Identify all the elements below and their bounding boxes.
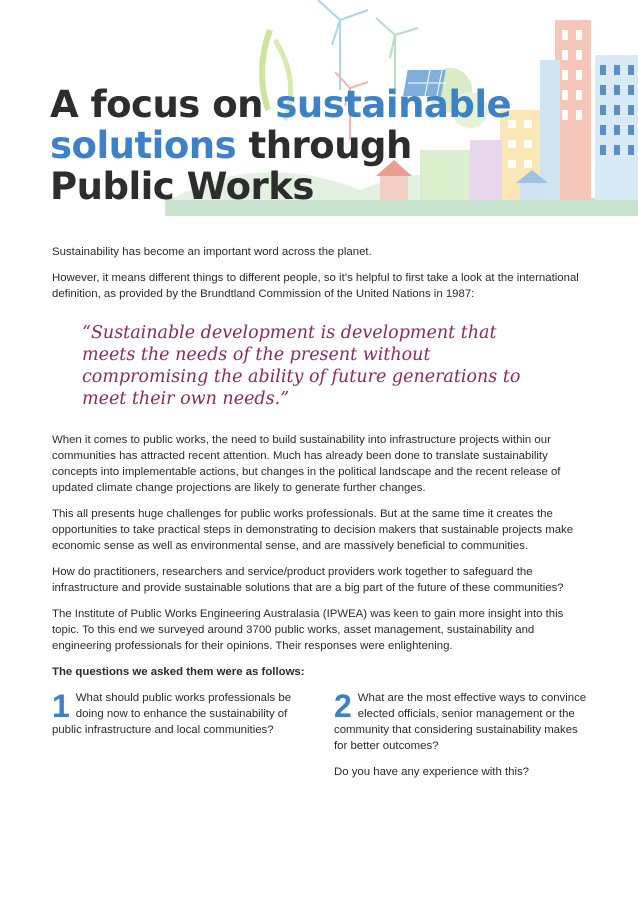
questions-list — [52, 690, 592, 790]
title-highlight-2: solutions — [50, 124, 237, 167]
title-text-3: Public Works — [50, 165, 314, 208]
question-followup: Do you have any experience with this? — [334, 766, 530, 778]
question-number: 1 — [52, 688, 70, 724]
brundtland-quote: “Sustainable development is development that meets the needs of the present without compromising the ability of future generations to meet their own needs.” — [82, 323, 521, 409]
body-paragraph-3: How do practitioners, researchers and service/product providers work together to safeguard the infrastructure and provide sustainable solutions that are a big part of the future of these communities? — [52, 566, 564, 594]
definition-paragraph: However, it means different things to different people, so it’s helpful to first take a look at the international definition, as provided by the Brundtland Commission of the United Nations in 1987: — [52, 272, 579, 300]
question-1 — [52, 690, 310, 790]
title-text-2: through — [236, 124, 412, 167]
article-body — [52, 244, 592, 790]
page-title — [50, 84, 511, 207]
title-text-1: A focus on — [50, 83, 276, 126]
body-paragraph-4: The Institute of Public Works Engineering Australasia (IPWEA) was keen to gain more insight into this topic. To this end we surveyed around 3700 public works, asset management, sustainability and engineering professionals for their opinions. Their responses were enlightening. — [52, 608, 564, 652]
question-text: What should public works professionals be doing now to enhance the sustainability of public infrastructure and local communities? — [52, 692, 292, 736]
intro-paragraph: Sustainability has become an important word across the planet. — [52, 246, 372, 258]
body-paragraph-1: When it comes to public works, the need to build sustainability into infrastructure projects within our communities has attracted recent attention. Much has already been done to translate sustainability concepts into implementable actions, but changes in the political landscape and the recent release of updated climate change projections are likely to generate further changes. — [52, 434, 561, 494]
wind-turbine-icon — [318, 0, 368, 90]
body-paragraph-2: This all presents huge challenges for public works professionals. But at the same time it creates the opportunities to take practical steps in demonstrating to decision makers that sustainable projects make economic sense as well as environmental sense, and are massively beneficial to communities. — [52, 508, 574, 552]
question-text: What are the most effective ways to convince elected officials, senior management or the community that considering sustainability makes for better outcomes? — [334, 692, 587, 752]
question-number: 2 — [334, 688, 352, 724]
questions-heading: The questions we asked them were as follows: — [52, 666, 305, 678]
question-2 — [334, 690, 592, 790]
title-highlight-1: sustainable — [275, 83, 512, 126]
